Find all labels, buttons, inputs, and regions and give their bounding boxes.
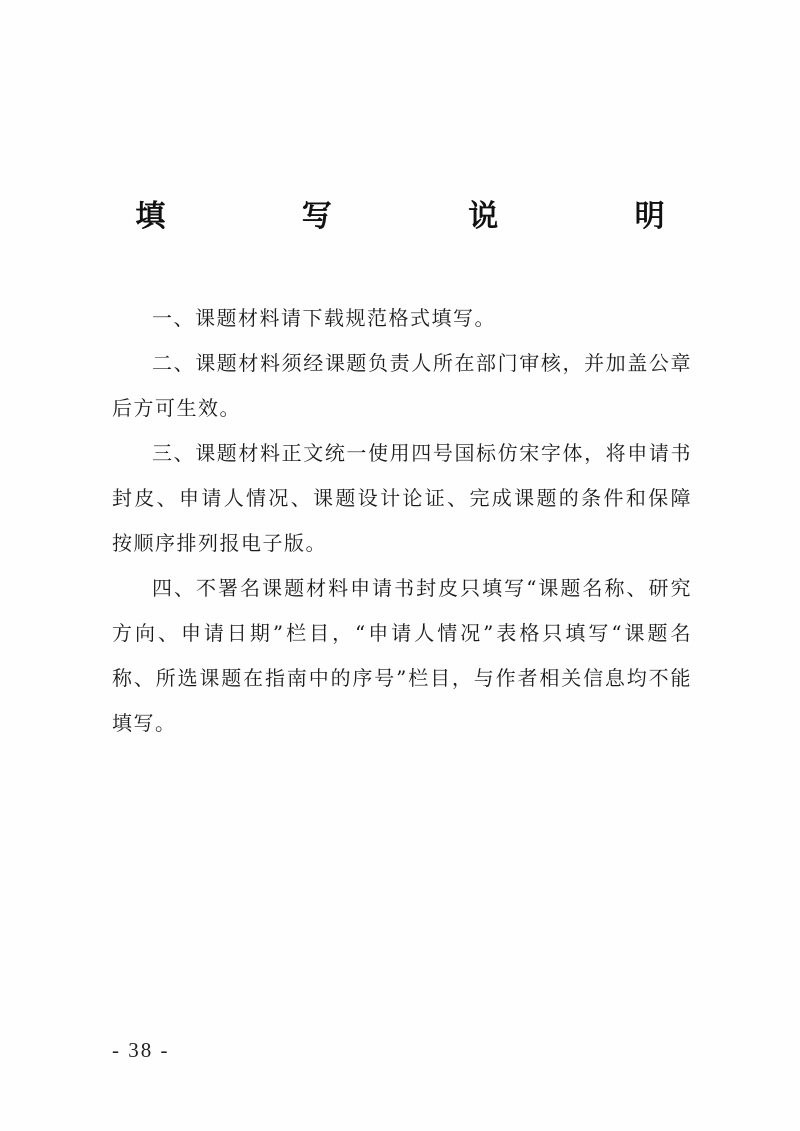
instructions-body bbox=[112, 296, 692, 746]
page-number: - 38 - bbox=[112, 1038, 170, 1062]
instruction-paragraph-4: 四、不署名课题材料申请书封皮只填写“课题名称、研究方向、申请日期”栏目，“申请人情况”表格只填写“课题名称、所选课题在指南中的序号”栏目，与作者相关信息均不能填写。 bbox=[112, 576, 692, 735]
document-title: 填 写 说 明 bbox=[135, 199, 728, 234]
instruction-paragraph-3: 三、课题材料正文统一使用四号国标仿宋字体，将申请书封皮、申请人情况、课题设计论证、完成课题的条件和保障按顺序排列报电子版。 bbox=[112, 441, 692, 555]
instruction-paragraph-1: 一、课题材料请下载规范格式填写。 bbox=[152, 306, 496, 330]
instruction-paragraph-2: 二、课题材料须经课题负责人所在部门审核，并加盖公章后方可生效。 bbox=[112, 351, 692, 420]
